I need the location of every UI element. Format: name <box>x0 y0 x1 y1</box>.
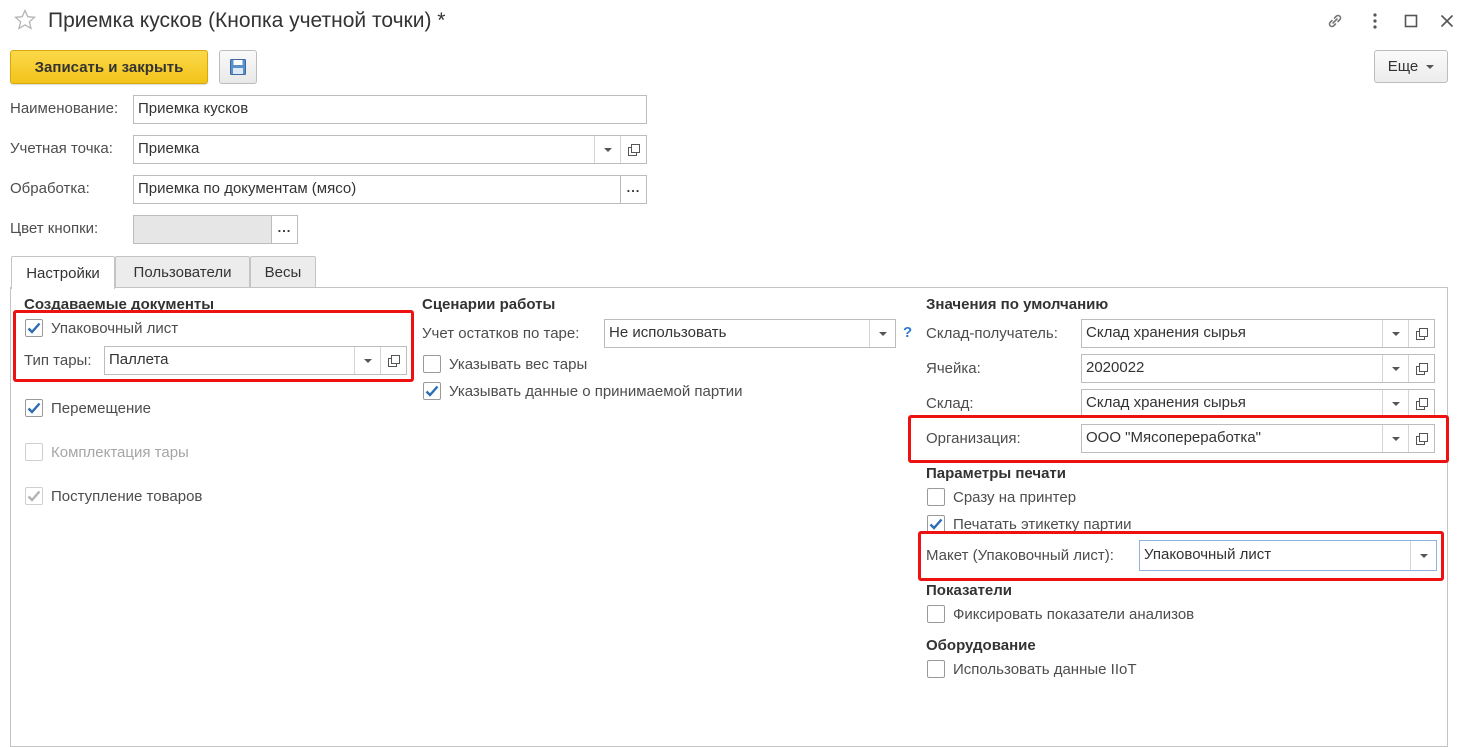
more-button-label: Еще <box>1387 58 1419 75</box>
movement-checkbox[interactable] <box>25 399 43 417</box>
goods-receipt-label: Поступление товаров <box>51 488 203 505</box>
tare-kit-checkbox[interactable] <box>25 443 43 461</box>
iiot-label: Использовать данные IIoT <box>953 661 1137 678</box>
cell-label: Ячейка: <box>926 360 981 377</box>
documents-section-title: Создаваемые документы <box>24 296 215 313</box>
tare-balance-field[interactable] <box>604 319 896 348</box>
processing-label: Обработка: <box>10 180 90 197</box>
floppy-disk-icon <box>229 58 247 76</box>
tare-weight-label: Указывать вес тары <box>449 356 588 373</box>
open-button[interactable] <box>1408 320 1434 347</box>
organization-label: Организация: <box>926 430 1021 447</box>
goods-receipt-checkbox[interactable] <box>25 487 43 505</box>
name-value: Приемка кусков <box>138 100 249 117</box>
layout-label: Макет (Упаковочный лист): <box>926 547 1114 564</box>
select-color-button[interactable]: ... <box>271 216 297 243</box>
dropdown-button[interactable] <box>1382 390 1408 417</box>
check-icon <box>928 516 944 532</box>
point-field[interactable] <box>133 135 647 164</box>
warehouse-value: Склад хранения сырья <box>1086 394 1246 411</box>
open-button[interactable] <box>1408 355 1434 382</box>
chevron-down-icon <box>1392 332 1400 336</box>
packing-list-label: Упаковочный лист <box>51 320 179 337</box>
warehouse-recipient-field[interactable] <box>1081 319 1435 348</box>
iiot-checkbox[interactable] <box>927 660 945 678</box>
indicators-section-title: Показатели <box>926 582 1013 599</box>
tare-balance-value: Не использовать <box>609 324 727 341</box>
movement-label: Перемещение <box>51 400 151 417</box>
chevron-down-icon <box>604 148 612 152</box>
tab-scales[interactable]: Весы <box>250 256 316 288</box>
batch-data-label: Указывать данные о принимаемой партии <box>449 383 743 400</box>
scenarios-section-title: Сценарии работы <box>422 296 556 313</box>
open-window-icon <box>628 144 640 156</box>
organization-value: ООО "Мясопереработка" <box>1086 429 1261 446</box>
point-label: Учетная точка: <box>10 140 113 157</box>
select-button[interactable]: ... <box>620 176 646 203</box>
processing-value: Приемка по документам (мясо) <box>138 180 357 197</box>
direct-printer-checkbox[interactable] <box>927 488 945 506</box>
equipment-section-title: Оборудование <box>926 637 1036 654</box>
open-window-icon <box>1416 363 1428 375</box>
favorite-star-icon[interactable] <box>13 8 37 32</box>
color-value <box>134 216 271 243</box>
print-section-title: Параметры печати <box>926 465 1067 482</box>
color-field[interactable] <box>133 215 298 244</box>
window-title: Приемка кусков (Кнопка учетной точки) * <box>48 9 446 32</box>
tare-type-label: Тип тары: <box>24 352 92 369</box>
highlight-box-organization <box>908 415 1449 463</box>
cell-field[interactable] <box>1081 354 1435 383</box>
fix-indicators-checkbox[interactable] <box>927 605 945 623</box>
dropdown-button[interactable] <box>869 320 895 347</box>
chevron-down-icon <box>879 332 887 336</box>
open-window-icon <box>1416 398 1428 410</box>
tab-settings[interactable]: Настройки <box>11 256 115 289</box>
more-button[interactable] <box>1374 50 1448 83</box>
save-button[interactable] <box>219 50 257 84</box>
warehouse-label: Склад: <box>926 395 974 412</box>
open-button[interactable] <box>620 136 646 163</box>
help-icon[interactable]: ? <box>903 324 913 341</box>
dropdown-button[interactable] <box>1382 320 1408 347</box>
dropdown-button[interactable] <box>594 136 620 163</box>
chevron-down-icon <box>1392 367 1400 371</box>
chevron-down-icon <box>1426 65 1434 69</box>
warehouse-recipient-label: Склад-получатель: <box>926 325 1058 342</box>
close-icon[interactable] <box>1434 8 1460 34</box>
tare-type-value: Паллета <box>109 351 169 368</box>
batch-label-label: Печатать этикетку партии <box>953 516 1132 533</box>
cell-value: 2020022 <box>1086 359 1145 376</box>
highlight-box-documents <box>13 310 414 382</box>
check-icon <box>424 383 440 399</box>
name-label: Наименование: <box>10 100 119 117</box>
dropdown-button[interactable] <box>1382 355 1408 382</box>
warehouse-field[interactable] <box>1081 389 1435 418</box>
chevron-down-icon <box>1392 402 1400 406</box>
tare-weight-checkbox[interactable] <box>423 355 441 373</box>
highlight-box-layout <box>918 531 1444 581</box>
tab-users[interactable]: Пользователи <box>115 256 250 288</box>
name-field[interactable] <box>133 95 647 124</box>
direct-printer-label: Сразу на принтер <box>953 489 1077 506</box>
check-icon <box>26 488 42 504</box>
open-button[interactable] <box>1408 390 1434 417</box>
link-icon[interactable] <box>1322 8 1348 34</box>
save-and-close-button[interactable]: Записать и закрыть <box>10 50 208 84</box>
maximize-icon[interactable] <box>1398 8 1424 34</box>
batch-data-checkbox[interactable] <box>423 382 441 400</box>
layout-value: Упаковочный лист <box>1144 546 1272 563</box>
tare-balance-label: Учет остатков по таре: <box>422 325 580 342</box>
processing-field[interactable] <box>133 175 647 204</box>
fix-indicators-label: Фиксировать показатели анализов <box>953 606 1195 623</box>
color-label: Цвет кнопки: <box>10 220 99 237</box>
tare-kit-label: Комплектация тары <box>51 444 189 461</box>
warehouse-recipient-value: Склад хранения сырья <box>1086 324 1246 341</box>
check-icon <box>26 400 42 416</box>
menu-dots-icon[interactable] <box>1362 8 1388 34</box>
open-window-icon <box>1416 328 1428 340</box>
point-value: Приемка <box>138 140 200 157</box>
defaults-section-title: Значения по умолчанию <box>926 296 1109 313</box>
